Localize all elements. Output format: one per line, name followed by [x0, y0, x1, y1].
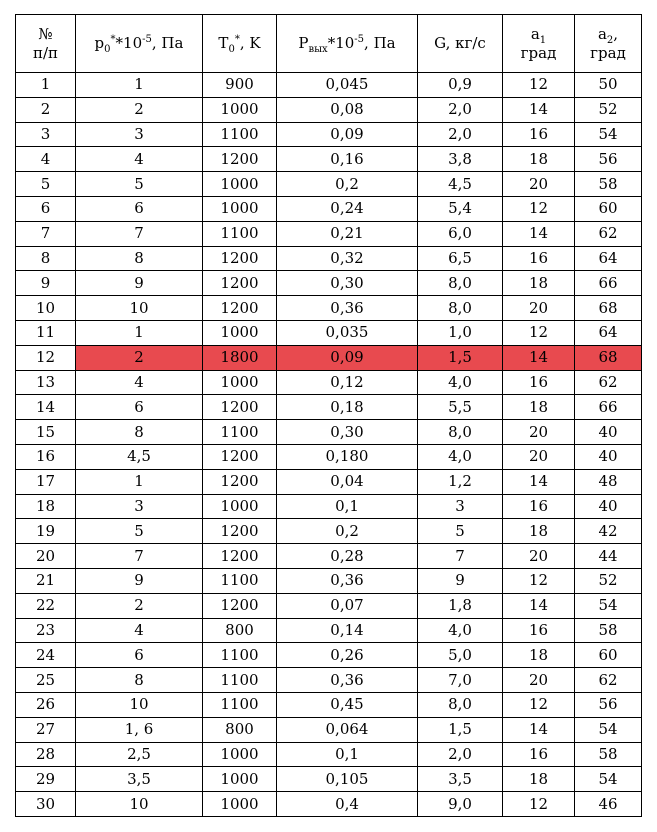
t0-cell: 800 — [203, 618, 277, 643]
table-row — [16, 643, 642, 668]
p0-cell: 3,5 — [76, 767, 203, 792]
row-number: 5 — [16, 172, 76, 197]
a2-cell: 64 — [575, 246, 642, 271]
table-row — [16, 618, 642, 643]
p-out-cell: 0,04 — [277, 469, 418, 494]
table-row — [16, 767, 642, 792]
a2-cell: 58 — [575, 742, 642, 767]
a2-cell: 52 — [575, 97, 642, 122]
table-row — [16, 593, 642, 618]
g-cell: 4,5 — [418, 172, 503, 197]
table-row — [16, 395, 642, 420]
a1-cell: 14 — [503, 593, 575, 618]
p0-cell: 8 — [76, 246, 203, 271]
a2-cell: 64 — [575, 320, 642, 345]
a1-cell: 20 — [503, 420, 575, 445]
g-cell: 6,5 — [418, 246, 503, 271]
table-row — [16, 221, 642, 246]
a1-cell: 16 — [503, 122, 575, 147]
t0-cell: 1100 — [203, 122, 277, 147]
g-cell: 8,0 — [418, 692, 503, 717]
p0-cell: 1, 6 — [76, 717, 203, 742]
p0-cell: 9 — [76, 568, 203, 593]
p0-cell: 2,5 — [76, 742, 203, 767]
p-out-cell: 0,18 — [277, 395, 418, 420]
g-cell: 1,2 — [418, 469, 503, 494]
a2-cell: 48 — [575, 469, 642, 494]
table-row — [16, 320, 642, 345]
t0-cell: 1000 — [203, 320, 277, 345]
table-row — [16, 568, 642, 593]
t0-cell: 1000 — [203, 767, 277, 792]
t0-cell: 800 — [203, 717, 277, 742]
t0-cell: 1200 — [203, 296, 277, 321]
row-number: 15 — [16, 420, 76, 445]
header-number-abbrev: п/п — [32, 43, 59, 62]
row-number: 19 — [16, 519, 76, 544]
a2-cell: 66 — [575, 395, 642, 420]
p0-cell: 10 — [76, 792, 203, 817]
p0-cell: 3 — [76, 122, 203, 147]
a2-cell: 54 — [575, 767, 642, 792]
row-number: 1 — [16, 73, 76, 98]
p-out-cell: 0,064 — [277, 717, 418, 742]
p-out-cell: 0,24 — [277, 196, 418, 221]
p0-cell: 7 — [76, 544, 203, 569]
a1-cell: 16 — [503, 494, 575, 519]
p0-cell: 6 — [76, 643, 203, 668]
table-row — [16, 147, 642, 172]
g-cell: 1,8 — [418, 593, 503, 618]
row-number: 20 — [16, 544, 76, 569]
table-row — [16, 792, 642, 817]
p-out-cell: 0,30 — [277, 271, 418, 296]
t0-cell: 1200 — [203, 469, 277, 494]
g-cell: 5,5 — [418, 395, 503, 420]
p0-cell: 6 — [76, 196, 203, 221]
g-cell: 5 — [418, 519, 503, 544]
a2-cell: 54 — [575, 593, 642, 618]
t0-cell: 1100 — [203, 643, 277, 668]
p0-cell: 5 — [76, 519, 203, 544]
a1-cell: 20 — [503, 444, 575, 469]
p-out-cell: 0,36 — [277, 668, 418, 693]
p-out-cell: 0,045 — [277, 73, 418, 98]
a1-cell: 14 — [503, 221, 575, 246]
a2-cell: 62 — [575, 668, 642, 693]
table-row — [16, 544, 642, 569]
table-row — [16, 122, 642, 147]
p-out-cell: 0,32 — [277, 246, 418, 271]
a1-cell: 12 — [503, 196, 575, 221]
g-cell: 3,8 — [418, 147, 503, 172]
a1-cell: 12 — [503, 568, 575, 593]
p0-cell: 2 — [76, 345, 203, 370]
a1-cell: 20 — [503, 172, 575, 197]
p0-cell: 4 — [76, 618, 203, 643]
p-out-cell: 0,36 — [277, 296, 418, 321]
row-number: 6 — [16, 196, 76, 221]
t0-cell: 1000 — [203, 97, 277, 122]
g-cell: 1,0 — [418, 320, 503, 345]
table-row — [16, 246, 642, 271]
header-t0: $T_0^*$, K — [203, 15, 277, 73]
parameters-table — [15, 14, 642, 817]
row-number: 27 — [16, 717, 76, 742]
p-out-cell: 0,180 — [277, 444, 418, 469]
a2-cell: 42 — [575, 519, 642, 544]
a1-cell: 20 — [503, 668, 575, 693]
p-out-cell: 0,08 — [277, 97, 418, 122]
table-row — [16, 717, 642, 742]
row-number: 28 — [16, 742, 76, 767]
a2-cell: 60 — [575, 643, 642, 668]
row-number: 12 — [16, 345, 76, 370]
g-cell: 0,9 — [418, 73, 503, 98]
header-a2: $a_2$, град — [575, 15, 642, 73]
a2-cell: 40 — [575, 420, 642, 445]
p0-cell: 10 — [76, 296, 203, 321]
a1-cell: 18 — [503, 147, 575, 172]
row-number: 7 — [16, 221, 76, 246]
row-number: 24 — [16, 643, 76, 668]
parameters-table-container — [15, 14, 642, 817]
t0-cell: 1200 — [203, 147, 277, 172]
t0-cell: 1000 — [203, 494, 277, 519]
p-out-cell: 0,09 — [277, 122, 418, 147]
g-cell: 4,0 — [418, 444, 503, 469]
g-cell: 4,0 — [418, 618, 503, 643]
a1-cell: 20 — [503, 544, 575, 569]
header-g: G, кг/с — [418, 15, 503, 73]
t0-cell: 1000 — [203, 792, 277, 817]
p0-cell: 7 — [76, 221, 203, 246]
g-cell: 1,5 — [418, 717, 503, 742]
header-p0: $p_0^**10^{-5}$, Па — [76, 15, 203, 73]
g-cell: 9,0 — [418, 792, 503, 817]
row-number: 3 — [16, 122, 76, 147]
g-cell: 8,0 — [418, 420, 503, 445]
t0-cell: 1100 — [203, 692, 277, 717]
p0-cell: 6 — [76, 395, 203, 420]
t0-cell: 1200 — [203, 246, 277, 271]
table-row — [16, 692, 642, 717]
g-cell: 5,4 — [418, 196, 503, 221]
row-number: 16 — [16, 444, 76, 469]
row-number: 25 — [16, 668, 76, 693]
row-number: 13 — [16, 370, 76, 395]
g-cell: 4,0 — [418, 370, 503, 395]
t0-cell: 1800 — [203, 345, 277, 370]
p0-cell: 8 — [76, 420, 203, 445]
row-number: 17 — [16, 469, 76, 494]
table-row — [16, 172, 642, 197]
p-out-cell: 0,28 — [277, 544, 418, 569]
p0-cell: 10 — [76, 692, 203, 717]
p0-cell: 3 — [76, 494, 203, 519]
a2-cell: 44 — [575, 544, 642, 569]
table-row — [16, 420, 642, 445]
p-out-cell: 0,035 — [277, 320, 418, 345]
g-cell: 9 — [418, 568, 503, 593]
p-out-cell: 0,2 — [277, 172, 418, 197]
a2-cell: 54 — [575, 717, 642, 742]
table-row — [16, 296, 642, 321]
row-number: 23 — [16, 618, 76, 643]
g-cell: 1,5 — [418, 345, 503, 370]
g-cell: 3 — [418, 494, 503, 519]
t0-cell: 1000 — [203, 742, 277, 767]
p0-cell: 4 — [76, 370, 203, 395]
a2-cell: 62 — [575, 370, 642, 395]
table-row — [16, 668, 642, 693]
table-row — [16, 370, 642, 395]
row-number: 18 — [16, 494, 76, 519]
a2-cell: 66 — [575, 271, 642, 296]
a1-cell: 18 — [503, 395, 575, 420]
g-cell: 6,0 — [418, 221, 503, 246]
p-out-cell: 0,12 — [277, 370, 418, 395]
p0-cell: 4,5 — [76, 444, 203, 469]
a2-cell: 54 — [575, 122, 642, 147]
a1-cell: 16 — [503, 618, 575, 643]
t0-cell: 1100 — [203, 668, 277, 693]
p0-cell: 8 — [76, 668, 203, 693]
row-number: 26 — [16, 692, 76, 717]
row-number: 10 — [16, 296, 76, 321]
p-out-cell: 0,2 — [277, 519, 418, 544]
a1-cell: 18 — [503, 519, 575, 544]
p0-cell: 1 — [76, 73, 203, 98]
g-cell: 2,0 — [418, 742, 503, 767]
g-cell: 5,0 — [418, 643, 503, 668]
t0-cell: 1200 — [203, 544, 277, 569]
t0-cell: 1000 — [203, 370, 277, 395]
a2-cell: 58 — [575, 618, 642, 643]
a1-cell: 12 — [503, 73, 575, 98]
table-body — [16, 73, 642, 817]
p0-cell: 2 — [76, 593, 203, 618]
a2-cell: 40 — [575, 444, 642, 469]
g-cell: 3,5 — [418, 767, 503, 792]
row-number: 4 — [16, 147, 76, 172]
a2-cell: 58 — [575, 172, 642, 197]
p-out-cell: 0,4 — [277, 792, 418, 817]
a2-cell: 40 — [575, 494, 642, 519]
a1-cell: 14 — [503, 717, 575, 742]
a2-cell: 56 — [575, 692, 642, 717]
g-cell: 2,0 — [418, 97, 503, 122]
table-row — [16, 97, 642, 122]
p-out-cell: 0,1 — [277, 742, 418, 767]
t0-cell: 900 — [203, 73, 277, 98]
table-row — [16, 469, 642, 494]
row-number: 22 — [16, 593, 76, 618]
p-out-cell: 0,105 — [277, 767, 418, 792]
t0-cell: 1000 — [203, 172, 277, 197]
row-number: 2 — [16, 97, 76, 122]
header-a1: $a_1$ град — [503, 15, 575, 73]
t0-cell: 1200 — [203, 593, 277, 618]
p-out-cell: 0,30 — [277, 420, 418, 445]
row-number: 8 — [16, 246, 76, 271]
header-number-symbol: № — [38, 24, 53, 43]
table-row — [16, 271, 642, 296]
p0-cell: 4 — [76, 147, 203, 172]
a1-cell: 12 — [503, 320, 575, 345]
a1-cell: 18 — [503, 271, 575, 296]
p-out-cell: 0,36 — [277, 568, 418, 593]
p0-cell: 2 — [76, 97, 203, 122]
a2-cell: 68 — [575, 345, 642, 370]
a2-cell: 56 — [575, 147, 642, 172]
p-out-cell: 0,45 — [277, 692, 418, 717]
t0-cell: 1100 — [203, 420, 277, 445]
a1-cell: 16 — [503, 370, 575, 395]
a1-cell: 16 — [503, 742, 575, 767]
a2-cell: 62 — [575, 221, 642, 246]
a2-cell: 68 — [575, 296, 642, 321]
table-row — [16, 742, 642, 767]
table-row — [16, 494, 642, 519]
header-row-number — [16, 15, 76, 73]
g-cell: 8,0 — [418, 271, 503, 296]
p-out-cell: 0,07 — [277, 593, 418, 618]
p-out-cell: 0,14 — [277, 618, 418, 643]
t0-cell: 1200 — [203, 395, 277, 420]
a1-cell: 18 — [503, 767, 575, 792]
table-row-highlighted — [16, 345, 642, 370]
t0-cell: 1100 — [203, 568, 277, 593]
a1-cell: 14 — [503, 345, 575, 370]
row-number: 21 — [16, 568, 76, 593]
a1-cell: 12 — [503, 792, 575, 817]
t0-cell: 1200 — [203, 444, 277, 469]
a1-cell: 14 — [503, 469, 575, 494]
p-out-cell: 0,1 — [277, 494, 418, 519]
table-row — [16, 73, 642, 98]
header-p-out: $P_{вых}*10^{-5}$, Па — [277, 15, 418, 73]
g-cell: 2,0 — [418, 122, 503, 147]
row-number: 11 — [16, 320, 76, 345]
t0-cell: 1200 — [203, 519, 277, 544]
p0-cell: 5 — [76, 172, 203, 197]
table-row — [16, 196, 642, 221]
a1-cell: 18 — [503, 643, 575, 668]
t0-cell: 1000 — [203, 196, 277, 221]
g-cell: 7 — [418, 544, 503, 569]
header-row — [16, 15, 642, 73]
p0-cell: 1 — [76, 469, 203, 494]
g-cell: 7,0 — [418, 668, 503, 693]
table-row — [16, 444, 642, 469]
row-number: 29 — [16, 767, 76, 792]
a1-cell: 20 — [503, 296, 575, 321]
a2-cell: 60 — [575, 196, 642, 221]
a2-cell: 46 — [575, 792, 642, 817]
t0-cell: 1200 — [203, 271, 277, 296]
row-number: 14 — [16, 395, 76, 420]
a1-cell: 16 — [503, 246, 575, 271]
row-number: 30 — [16, 792, 76, 817]
t0-cell: 1100 — [203, 221, 277, 246]
p-out-cell: 0,21 — [277, 221, 418, 246]
a1-cell: 14 — [503, 97, 575, 122]
p-out-cell: 0,16 — [277, 147, 418, 172]
a2-cell: 52 — [575, 568, 642, 593]
p0-cell: 1 — [76, 320, 203, 345]
p-out-cell: 0,09 — [277, 345, 418, 370]
table-row — [16, 519, 642, 544]
p0-cell: 9 — [76, 271, 203, 296]
a2-cell: 50 — [575, 73, 642, 98]
row-number: 9 — [16, 271, 76, 296]
g-cell: 8,0 — [418, 296, 503, 321]
p-out-cell: 0,26 — [277, 643, 418, 668]
a1-cell: 12 — [503, 692, 575, 717]
